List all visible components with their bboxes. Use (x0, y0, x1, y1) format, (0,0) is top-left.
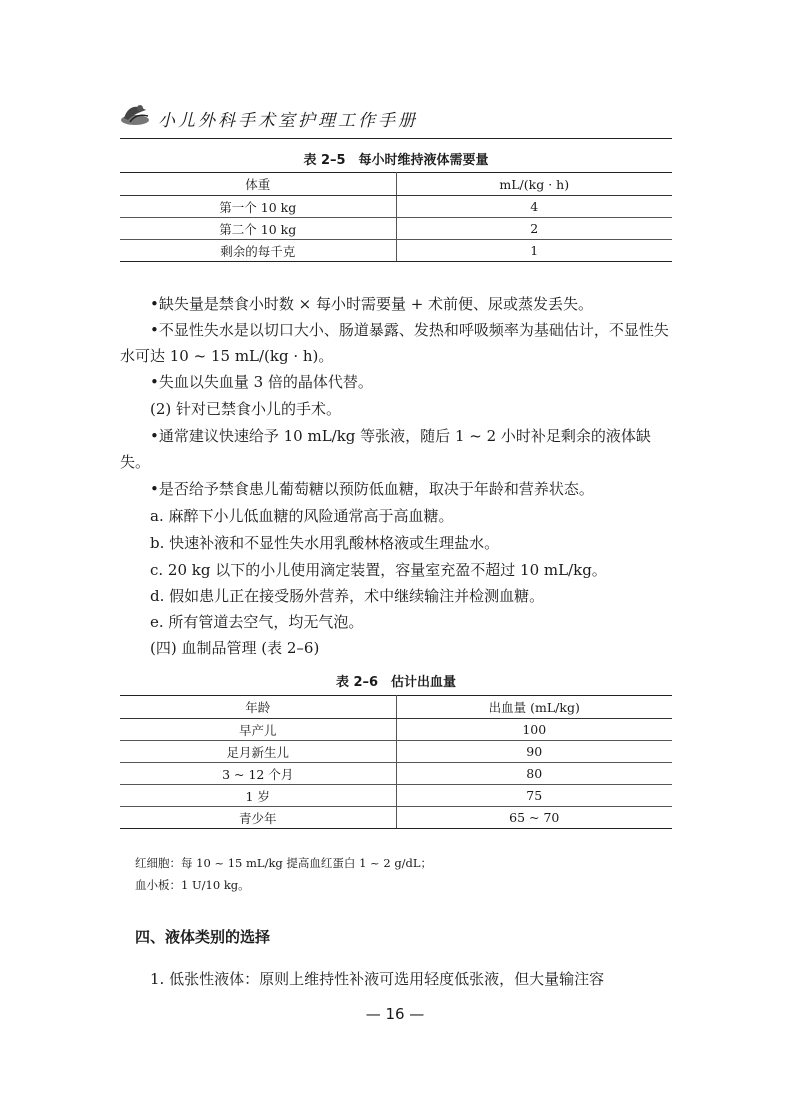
column-header: 体重 (120, 173, 396, 196)
table-row (120, 218, 672, 240)
table-row (120, 807, 672, 829)
paragraph: •不显性失水是以切口大小、肠道暴露、发热和呼吸频率为基础估计，不显性失水可达 10 ~ 15 mL/(kg · h)。 (120, 321, 669, 365)
paragraph: a. 麻醉下小儿低血糖的风险通常高于高血糖。 (150, 507, 454, 525)
running-header (118, 98, 678, 138)
table-note: 红细胞：每 10 ~ 15 mL/kg 提高血红蛋白 1 ~ 2 g/dL； (135, 856, 433, 870)
table-row (120, 719, 672, 741)
table-cell: 早产儿 (120, 719, 396, 741)
table-header-row (120, 696, 672, 719)
page-number: — 16 — (365, 1005, 425, 1023)
paragraph: b. 快速补液和不显性失水用乳酸林格液或生理盐水。 (150, 534, 500, 552)
table-cell: 90 (396, 741, 672, 763)
table-row (120, 741, 672, 763)
table-row (120, 240, 672, 262)
table1-caption: 表 2–5 每小时维持液体需要量 (303, 153, 489, 168)
table-cell: 75 (396, 785, 672, 807)
paragraph: •缺失量是禁食小时数 × 每小时需要量 + 术前便、尿或蒸发丢失。 (150, 295, 594, 313)
table2-caption: 表 2–6 估计出血量 (335, 675, 457, 690)
table-cell: 1 岁 (120, 785, 396, 807)
paragraph: •失血以失血量 3 倍的晶体代替。 (150, 373, 373, 391)
column-header: 年龄 (120, 696, 396, 719)
table-cell: 2 (396, 218, 672, 240)
table-cell: 3 ~ 12 个月 (120, 763, 396, 785)
section-heading: 四、液体类别的选择 (135, 928, 271, 946)
paragraph: 1. 低张性液体：原则上维持性补液可选用轻度低张液，但大量输注容 (150, 970, 605, 988)
table-cell: 第二个 10 kg (120, 218, 396, 240)
table-note: 血小板：1 U/10 kg。 (135, 878, 250, 892)
column-header: mL/(kg · h) (396, 173, 672, 196)
paragraph: e. 所有管道去空气，均无气泡。 (150, 613, 364, 631)
table-cell: 65 ~ 70 (396, 807, 672, 829)
table-cell: 剩余的每千克 (120, 240, 396, 262)
table-cell: 100 (396, 719, 672, 741)
paragraph: •通常建议快速给予 10 mL/kg 等张液，随后 1 ~ 2 小时补足剩余的液体缺失。 (120, 427, 651, 471)
table-cell: 1 (396, 240, 672, 262)
table-row (120, 763, 672, 785)
table-cell: 第一个 10 kg (120, 196, 396, 218)
paragraph: d. 假如患儿正在接受肠外营养，术中继续输注并检测血糖。 (150, 587, 545, 605)
table-maintenance-fluid (120, 172, 672, 262)
book-logo-icon (118, 100, 152, 130)
subsection-heading: (四) 血制品管理 (表 2–6) (150, 639, 320, 657)
table-estimated-blood-loss (120, 695, 672, 829)
paragraph: (2) 针对已禁食小儿的手术。 (150, 400, 342, 418)
table-cell: 足月新生儿 (120, 741, 396, 763)
table-row (120, 196, 672, 218)
paragraph: c. 20 kg 以下的小儿使用滴定装置，容量室充盈不超过 10 mL/kg。 (150, 561, 607, 579)
table-cell: 4 (396, 196, 672, 218)
table-cell: 青少年 (120, 807, 396, 829)
table-row (120, 785, 672, 807)
header-rule (120, 138, 672, 139)
column-header: 出血量 (mL/kg) (396, 696, 672, 719)
table-header-row (120, 173, 672, 196)
table-cell: 80 (396, 763, 672, 785)
paragraph: •是否给予禁食患儿葡萄糖以预防低血糖，取决于年龄和营养状态。 (150, 480, 594, 498)
header-title: 小儿外科手术室护理工作手册 (158, 111, 418, 131)
